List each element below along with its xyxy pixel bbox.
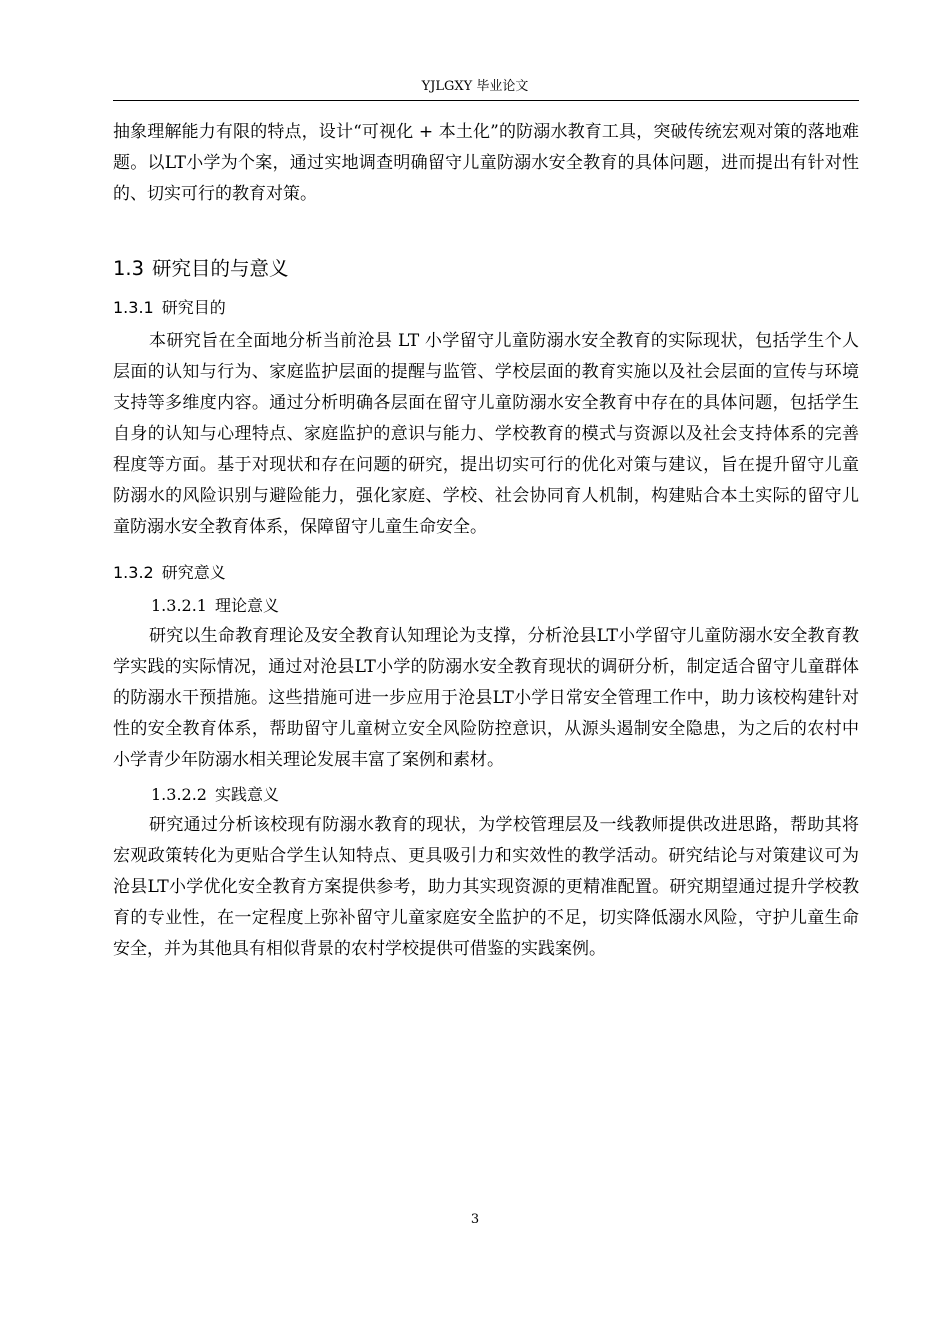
subsubsection-number: 1.3.2.1 <box>151 596 207 615</box>
subsection-title: 研究目的 <box>161 298 226 317</box>
subsection-title: 研究意义 <box>161 563 226 582</box>
theoretical-significance-paragraph: 研究以生命教育理论及安全教育认知理论为支撑，分析沧县LT小学留守儿童防溺水安全教育教学实践的实际情况，通过对沧县LT小学的防溺水安全教育现状的调研分析，制定适合留守儿童群体的防溺水干预措施。这些措施可进一步应用于沧县LT小学日常安全管理工作中，助力该校构建针对性的安全教育体系，帮助留守儿童树立安全风险防控意识，从源头遏制安全隐患，为之后的农村中小学青少年防溺水相关理论发展丰富了案例和素材。 <box>113 626 859 770</box>
intro-paragraph: 抽象理解能力有限的特点，设计“可视化 + 本土化”的防溺水教育工具，突破传统宏观对策的落地难题。以LT小学为个案，通过实地调查明确留守儿童防溺水安全教育的具体问题，进而提出有针对性的、切实可行的教育对策。 <box>113 122 859 204</box>
running-header: YJLGXY 毕业论文 <box>421 79 529 94</box>
subsubsection-heading-1-3-2-1 <box>151 591 859 621</box>
practical-significance-paragraph: 研究通过分析该校现有防溺水教育的现状，为学校管理层及一线教师提供改进思路，帮助其将宏观政策转化为更贴合学生认知特点、更具吸引力和实效性的教学活动。研究结论与对策建议可为沧县LT小学优化安全教育方案提供参考，助力其实现资源的更精准配置。研究期望通过提升学校教育的专业性，在一定程度上弥补留守儿童家庭安全监护的不足，切实降低溺水风险，守护儿童生命安全，并为其他具有相似背景的农村学校提供可借鉴的实践案例。 <box>113 815 859 959</box>
section-number: 1.3 <box>113 257 145 280</box>
section-title: 研究目的与意义 <box>152 257 289 280</box>
subsection-number: 1.3.1 <box>113 298 154 317</box>
section-heading-1-3 <box>113 256 859 282</box>
header-divider <box>113 100 859 101</box>
subsection-heading-1-3-2 <box>113 561 859 585</box>
subsubsection-number: 1.3.2.2 <box>151 785 207 804</box>
subsection-number: 1.3.2 <box>113 563 154 582</box>
subsubsection-title: 实践意义 <box>214 785 279 804</box>
subsubsection-heading-1-3-2-2 <box>151 780 859 810</box>
page-body <box>113 117 859 965</box>
subsection-heading-1-3-1 <box>113 296 859 320</box>
research-purpose-paragraph: 本研究旨在全面地分析当前沧县 LT 小学留守儿童防溺水安全教育的实际现状，包括学生个人层面的认知与行为、家庭监护层面的提醒与监管、学校层面的教育实施以及社会层面的宣传与环境支持等多维度内容。通过分析明确各层面在留守儿童防溺水安全教育中存在的具体问题，包括学生自身的认知与心理特点、家庭监护的意识与能力、学校教育的模式与资源以及社会支持体系的完善程度等方面。基于对现状和存在问题的研究，提出切实可行的优化对策与建议，旨在提升留守儿童防溺水的风险识别与避险能力，强化家庭、学校、社会协同育人机制，构建贴合本土实际的留守儿童防溺水安全教育体系，保障留守儿童生命安全。 <box>113 331 859 537</box>
page-number: 3 <box>470 1212 480 1227</box>
subsubsection-title: 理论意义 <box>214 596 279 615</box>
